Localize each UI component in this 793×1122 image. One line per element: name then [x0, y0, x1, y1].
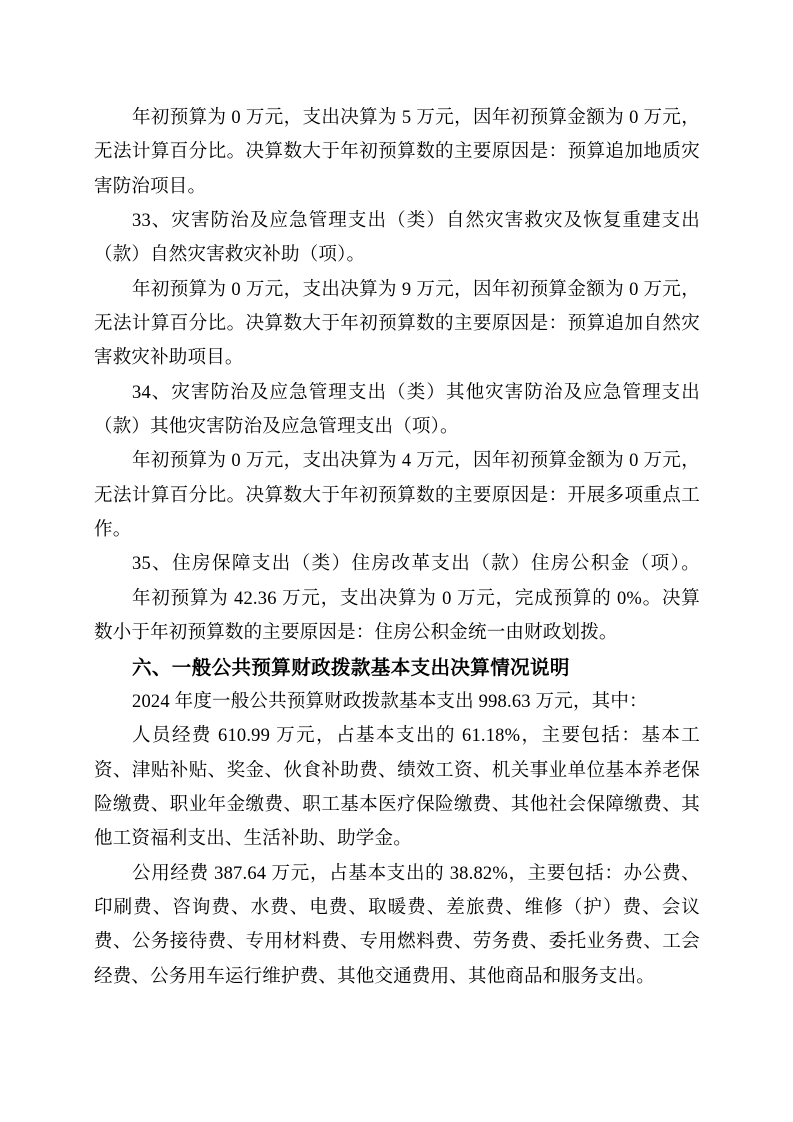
paragraph	[94, 101, 700, 204]
paragraph	[94, 582, 700, 651]
text-line: 险缴费、职业年金缴费、职工基本医疗保险缴费、其他社会保障缴费、其	[94, 794, 700, 815]
paragraph	[94, 857, 700, 994]
text-line: 人员经费 610.99 万元，占基本支出的 61.18%，主要包括：基本工	[132, 726, 700, 747]
text-line: 2024 年度一般公共预算财政拨款基本支出 998.63 万元，其中：	[132, 691, 648, 712]
text-line: 害防治项目。	[94, 176, 207, 197]
text-line: 年初预算为 42.36 万元，支出决算为 0 万元，完成预算的 0%。决算	[132, 588, 700, 609]
paragraph	[94, 685, 700, 719]
text-line: 年初预算为 0 万元，支出决算为 9 万元，因年初预算金额为 0 万元，	[132, 279, 700, 300]
paragraph	[94, 444, 700, 547]
text-line: 年初预算为 0 万元，支出决算为 4 万元，因年初预算金额为 0 万元，	[132, 451, 700, 472]
paragraph	[94, 273, 700, 376]
text-line: 印刷费、咨询费、水费、电费、取暖费、差旅费、维修（护）费、会议	[94, 897, 700, 918]
section-heading	[94, 651, 700, 685]
paragraph	[94, 204, 700, 273]
text-line: （款）自然灾害救灾补助（项）。	[94, 245, 366, 266]
heading-line: 六、一般公共预算财政拨款基本支出决算情况说明	[132, 656, 570, 679]
text-line: 34、灾害防治及应急管理支出（类）其他灾害防治及应急管理支出	[132, 382, 700, 403]
paragraph	[94, 719, 700, 856]
text-line: 数小于年初预算数的主要原因是：住房公积金统一由财政划拨。	[94, 623, 618, 644]
text-line: 35、住房保障支出（类）住房改革支出（款）住房公积金（项）。	[132, 554, 700, 575]
paragraph	[94, 376, 700, 445]
text-line: 经费、公务用车运行维护费、其他交通费用、其他商品和服务支出。	[94, 966, 656, 987]
document-body	[94, 101, 700, 994]
text-line: 资、津贴补贴、奖金、伙食补助费、绩效工资、机关事业单位基本养老保	[94, 760, 700, 781]
text-line: 他工资福利支出、生活补助、助学金。	[94, 829, 412, 850]
text-line: （款）其他灾害防治及应急管理支出（项）。	[94, 417, 459, 438]
paragraph	[94, 547, 700, 581]
text-line: 无法计算百分比。决算数大于年初预算数的主要原因是：预算追加自然灾	[94, 314, 700, 335]
text-line: 年初预算为 0 万元，支出决算为 5 万元，因年初预算金额为 0 万元，	[132, 108, 700, 128]
text-line: 作。	[94, 520, 132, 541]
text-line: 无法计算百分比。决算数大于年初预算数的主要原因是：开展多项重点工	[94, 485, 700, 506]
text-line: 费、公务接待费、专用材料费、专用燃料费、劳务费、委托业务费、工会	[94, 932, 700, 953]
text-line: 无法计算百分比。决算数大于年初预算数的主要原因是：预算追加地质灾	[94, 142, 700, 163]
text-line: 害救灾补助项目。	[94, 348, 244, 369]
text-line: 公用经费 387.64 万元，占基本支出的 38.82%，主要包括：办公费、	[132, 863, 700, 884]
text-line: 33、灾害防治及应急管理支出（类）自然灾害救灾及恢复重建支出	[132, 211, 700, 232]
